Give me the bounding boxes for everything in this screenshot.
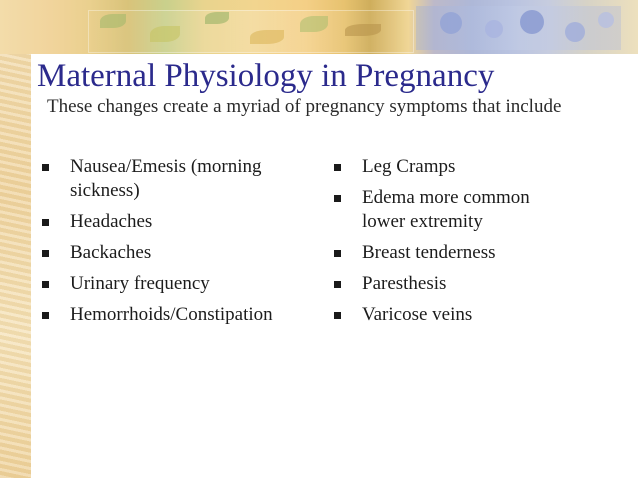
flower-decoration [440, 12, 462, 34]
list-item-text: Headaches [70, 211, 153, 232]
square-bullet-icon [42, 250, 49, 257]
square-bullet-icon [42, 312, 49, 319]
square-bullet-icon [334, 164, 341, 171]
symptom-list-right [332, 155, 572, 334]
list-item-text: Breast tenderness [362, 242, 496, 263]
list-item [332, 241, 572, 265]
leaf-decoration [100, 14, 126, 28]
list-item [332, 155, 572, 179]
square-bullet-icon [334, 195, 341, 202]
list-item-text: Paresthesis [362, 273, 447, 294]
square-bullet-icon [334, 281, 341, 288]
list-item-text: Hemorrhoids/Constipation [70, 304, 273, 325]
parchment-sidebar [0, 0, 31, 478]
list-item [40, 303, 310, 327]
flower-decoration [520, 10, 544, 34]
list-item [40, 241, 310, 265]
list-item [40, 210, 310, 234]
symptom-list-left [40, 155, 310, 334]
list-item-text: Varicose veins [362, 304, 473, 325]
leaf-decoration [250, 30, 284, 44]
list-item-text: Edema more common lower extremity [362, 187, 530, 232]
slide-title: Maternal Physiology in Pregnancy [37, 58, 495, 94]
square-bullet-icon [42, 281, 49, 288]
list-item-text: Nausea/Emesis (morning sickness) [70, 156, 262, 201]
leaf-decoration [205, 12, 229, 24]
list-item-text: Backaches [70, 242, 152, 263]
leaf-decoration [150, 26, 180, 42]
leaf-decoration [300, 16, 328, 32]
list-item [332, 272, 572, 296]
slide-subtitle: These changes create a myriad of pregnancy symptoms that include [47, 96, 562, 117]
list-item [40, 272, 310, 296]
leaf-decoration [345, 24, 381, 36]
square-bullet-icon [42, 164, 49, 171]
list-item-text: Urinary frequency [70, 273, 210, 294]
list-item [332, 303, 572, 327]
flower-decoration [598, 12, 614, 28]
square-bullet-icon [334, 312, 341, 319]
square-bullet-icon [334, 250, 341, 257]
flower-decoration [565, 22, 585, 42]
list-item-text: Leg Cramps [362, 156, 456, 177]
list-item [332, 186, 572, 234]
flower-decoration [485, 20, 503, 38]
square-bullet-icon [42, 219, 49, 226]
decorative-banner [0, 0, 638, 54]
list-item [40, 155, 310, 203]
